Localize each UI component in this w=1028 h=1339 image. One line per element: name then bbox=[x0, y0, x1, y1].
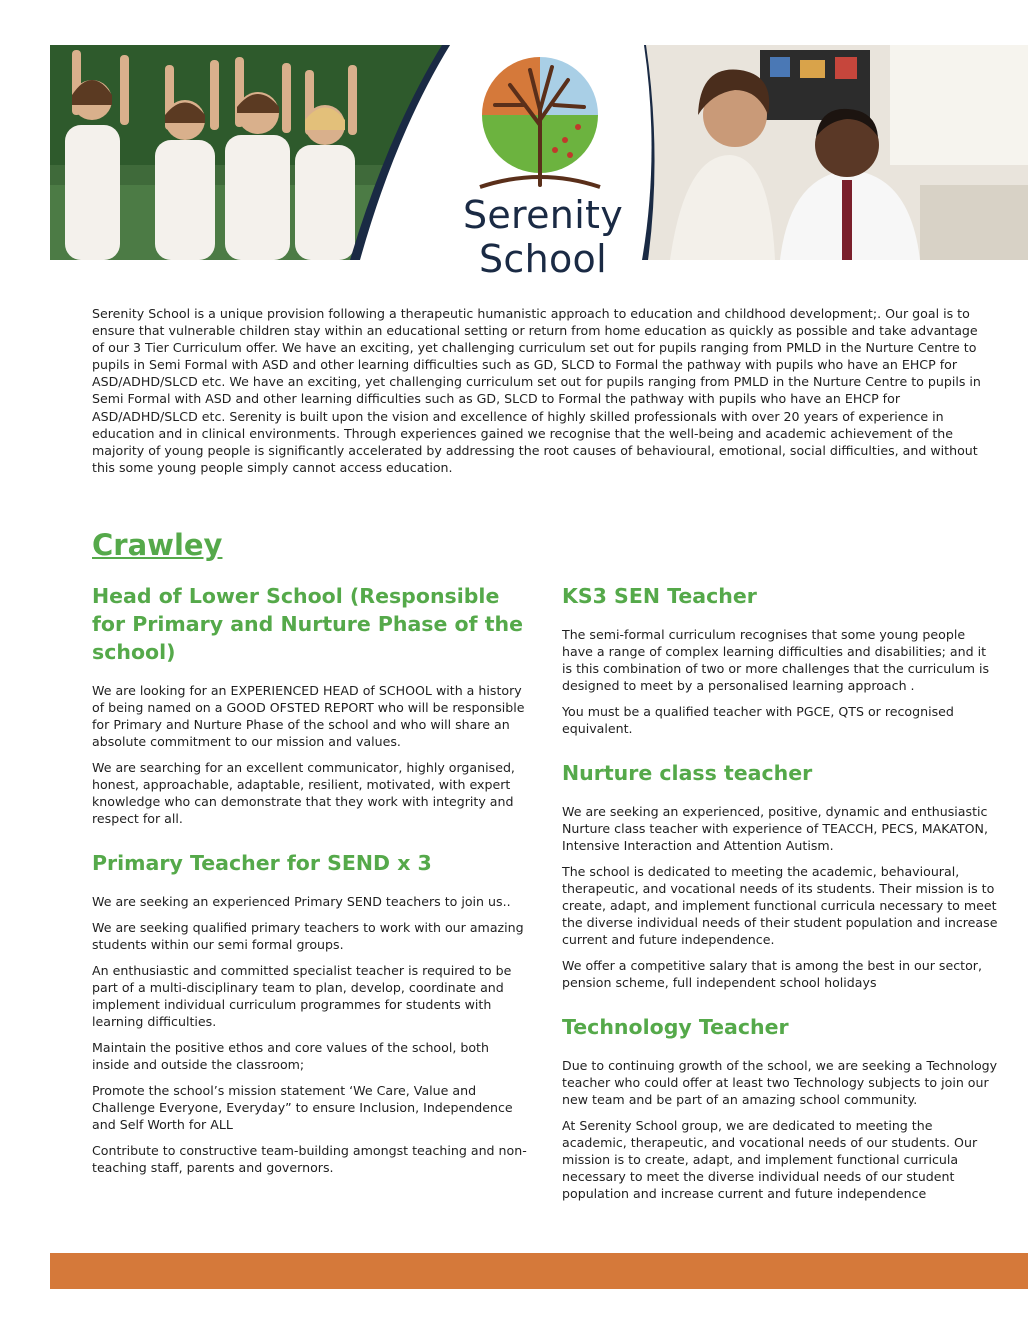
job-paragraph: The school is dedicated to meeting the academic, behavioural, therapeutic, and vocational needs of its students. Their mission is to create, adapt, and implement functional curricula necessary to meet the diverse individual needs of their student population and increase current and future independence. bbox=[562, 864, 998, 947]
job-technology-teacher bbox=[562, 1013, 998, 1202]
job-title: Primary Teacher for SEND x 3 bbox=[92, 851, 432, 875]
job-paragraph: Due to continuing growth of the school, we are seeking a Technology teacher who could offer at least two Technology subjects to join our new team and be part of an amazing school community. bbox=[562, 1058, 998, 1107]
job-paragraph: Contribute to constructive team-building amongst teaching and non-teaching staff, parents and governors. bbox=[92, 1143, 527, 1175]
classroom-photo bbox=[640, 45, 1028, 260]
job-paragraph: The semi-formal curriculum recognises that some young people have a range of complex learning difficulties and disabilities; and it is this combination of two or more challenges that the curriculum is designed to meet by a personalised learning approach . bbox=[562, 627, 990, 693]
footer-bar bbox=[50, 1253, 1028, 1289]
job-paragraph: We are seeking an experienced Primary SEND teachers to join us.. bbox=[92, 894, 511, 909]
job-title: Nurture class teacher bbox=[562, 761, 813, 785]
job-paragraph: Maintain the positive ethos and core values of the school, both inside and outside the classroom; bbox=[92, 1040, 489, 1072]
left-column bbox=[92, 582, 528, 1198]
job-title: Head of Lower School (Responsible for Primary and Nurture Phase of the school) bbox=[92, 584, 523, 664]
job-head-of-lower-school bbox=[92, 582, 528, 827]
job-paragraph: An enthusiastic and committed specialist teacher is required to be part of a multi-disciplinary team to plan, develop, coordinate and implement individual curriculum programmes for students with learning difficulties. bbox=[92, 963, 512, 1029]
intro-paragraph: Serenity School is a unique provision following a therapeutic humanistic approach to education and childhood development;. Our goal is to ensure that vulnerable children stay within an educational setting or return from home education as quickly as possible and take advantage of our 3 Tier Curriculum offer. We have an exciting, yet challenging curriculum set out for pupils ranging from PMLD in the Nurture Centre to pupils in Semi Formal with ASD and other learning difficulties such as GD, SLCD to Formal the pathway with pupils who have an EHCP for ASD/ADHD/SLCD etc. We have an exciting, yet challenging curriculum set out for pupils ranging from PMLD in the Nurture Centre to pupils in Semi Formal with ASD and other learning difficulties such as GD, SLCD to Formal the pathway with pupils who have an EHCP for ASD/ADHD/SLCD etc. Serenity is built upon the vision and excellence of highly skilled professionals with over 20 years of experience in education and in clinical environments. Through experiences gained we recognise that the well-being and academic achievement of the majority of young people is significantly accelerated by addressing the root causes of behavioural, emotional, social difficulties, and without this some young people simply cannot access education. bbox=[92, 306, 981, 475]
job-title: KS3 SEN Teacher bbox=[562, 584, 757, 608]
job-title: Technology Teacher bbox=[562, 1015, 789, 1039]
job-paragraph: We are seeking qualified primary teachers to work with our amazing students within our semi formal groups. bbox=[92, 920, 524, 952]
job-paragraph: At Serenity School group, we are dedicated to meeting the academic, therapeutic, and vocational needs of our students. Our mission is to create, adapt, and implement functional curricula necessary to meet the diverse individual needs of our student population and increase current and future independence bbox=[562, 1118, 978, 1201]
job-paragraph: We are looking for an EXPERIENCED HEAD of SCHOOL with a history of being named on a GOOD OFSTED REPORT who will be responsible for Primary and Nurture Phase of the school and who will share an absolute commitment to our mission and values. bbox=[92, 683, 525, 749]
job-primary-teacher-send bbox=[92, 849, 528, 1176]
school-name: Serenity School bbox=[462, 193, 624, 281]
right-column bbox=[562, 582, 998, 1224]
job-paragraph: We are searching for an excellent communicator, highly organised, honest, approachable, adaptable, resilient, motivated, with expert knowledge who can demonstrate that they work with integrity and respect for all. bbox=[92, 760, 515, 826]
job-paragraph: Promote the school’s mission statement ‘We Care, Value and Challenge Everyone, Everyday” to ensure Inclusion, Independence and Self Worth for ALL bbox=[92, 1083, 513, 1132]
job-paragraph: We are seeking an experienced, positive, dynamic and enthusiastic Nurture class teacher with experience of TEACCH, PECS, MAKATON, Intensive Interaction and Attention Autism. bbox=[562, 804, 988, 853]
job-nurture-class-teacher bbox=[562, 759, 998, 991]
header-banner bbox=[50, 45, 1028, 281]
job-paragraph: You must be a qualified teacher with PGCE, QTS or recognised equivalent. bbox=[562, 704, 954, 736]
location-heading: Crawley bbox=[92, 528, 223, 562]
job-ks3-sen-teacher bbox=[562, 582, 998, 737]
job-paragraph: We offer a competitive salary that is among the best in our sector, pension scheme, full independent school holidays bbox=[562, 958, 982, 990]
